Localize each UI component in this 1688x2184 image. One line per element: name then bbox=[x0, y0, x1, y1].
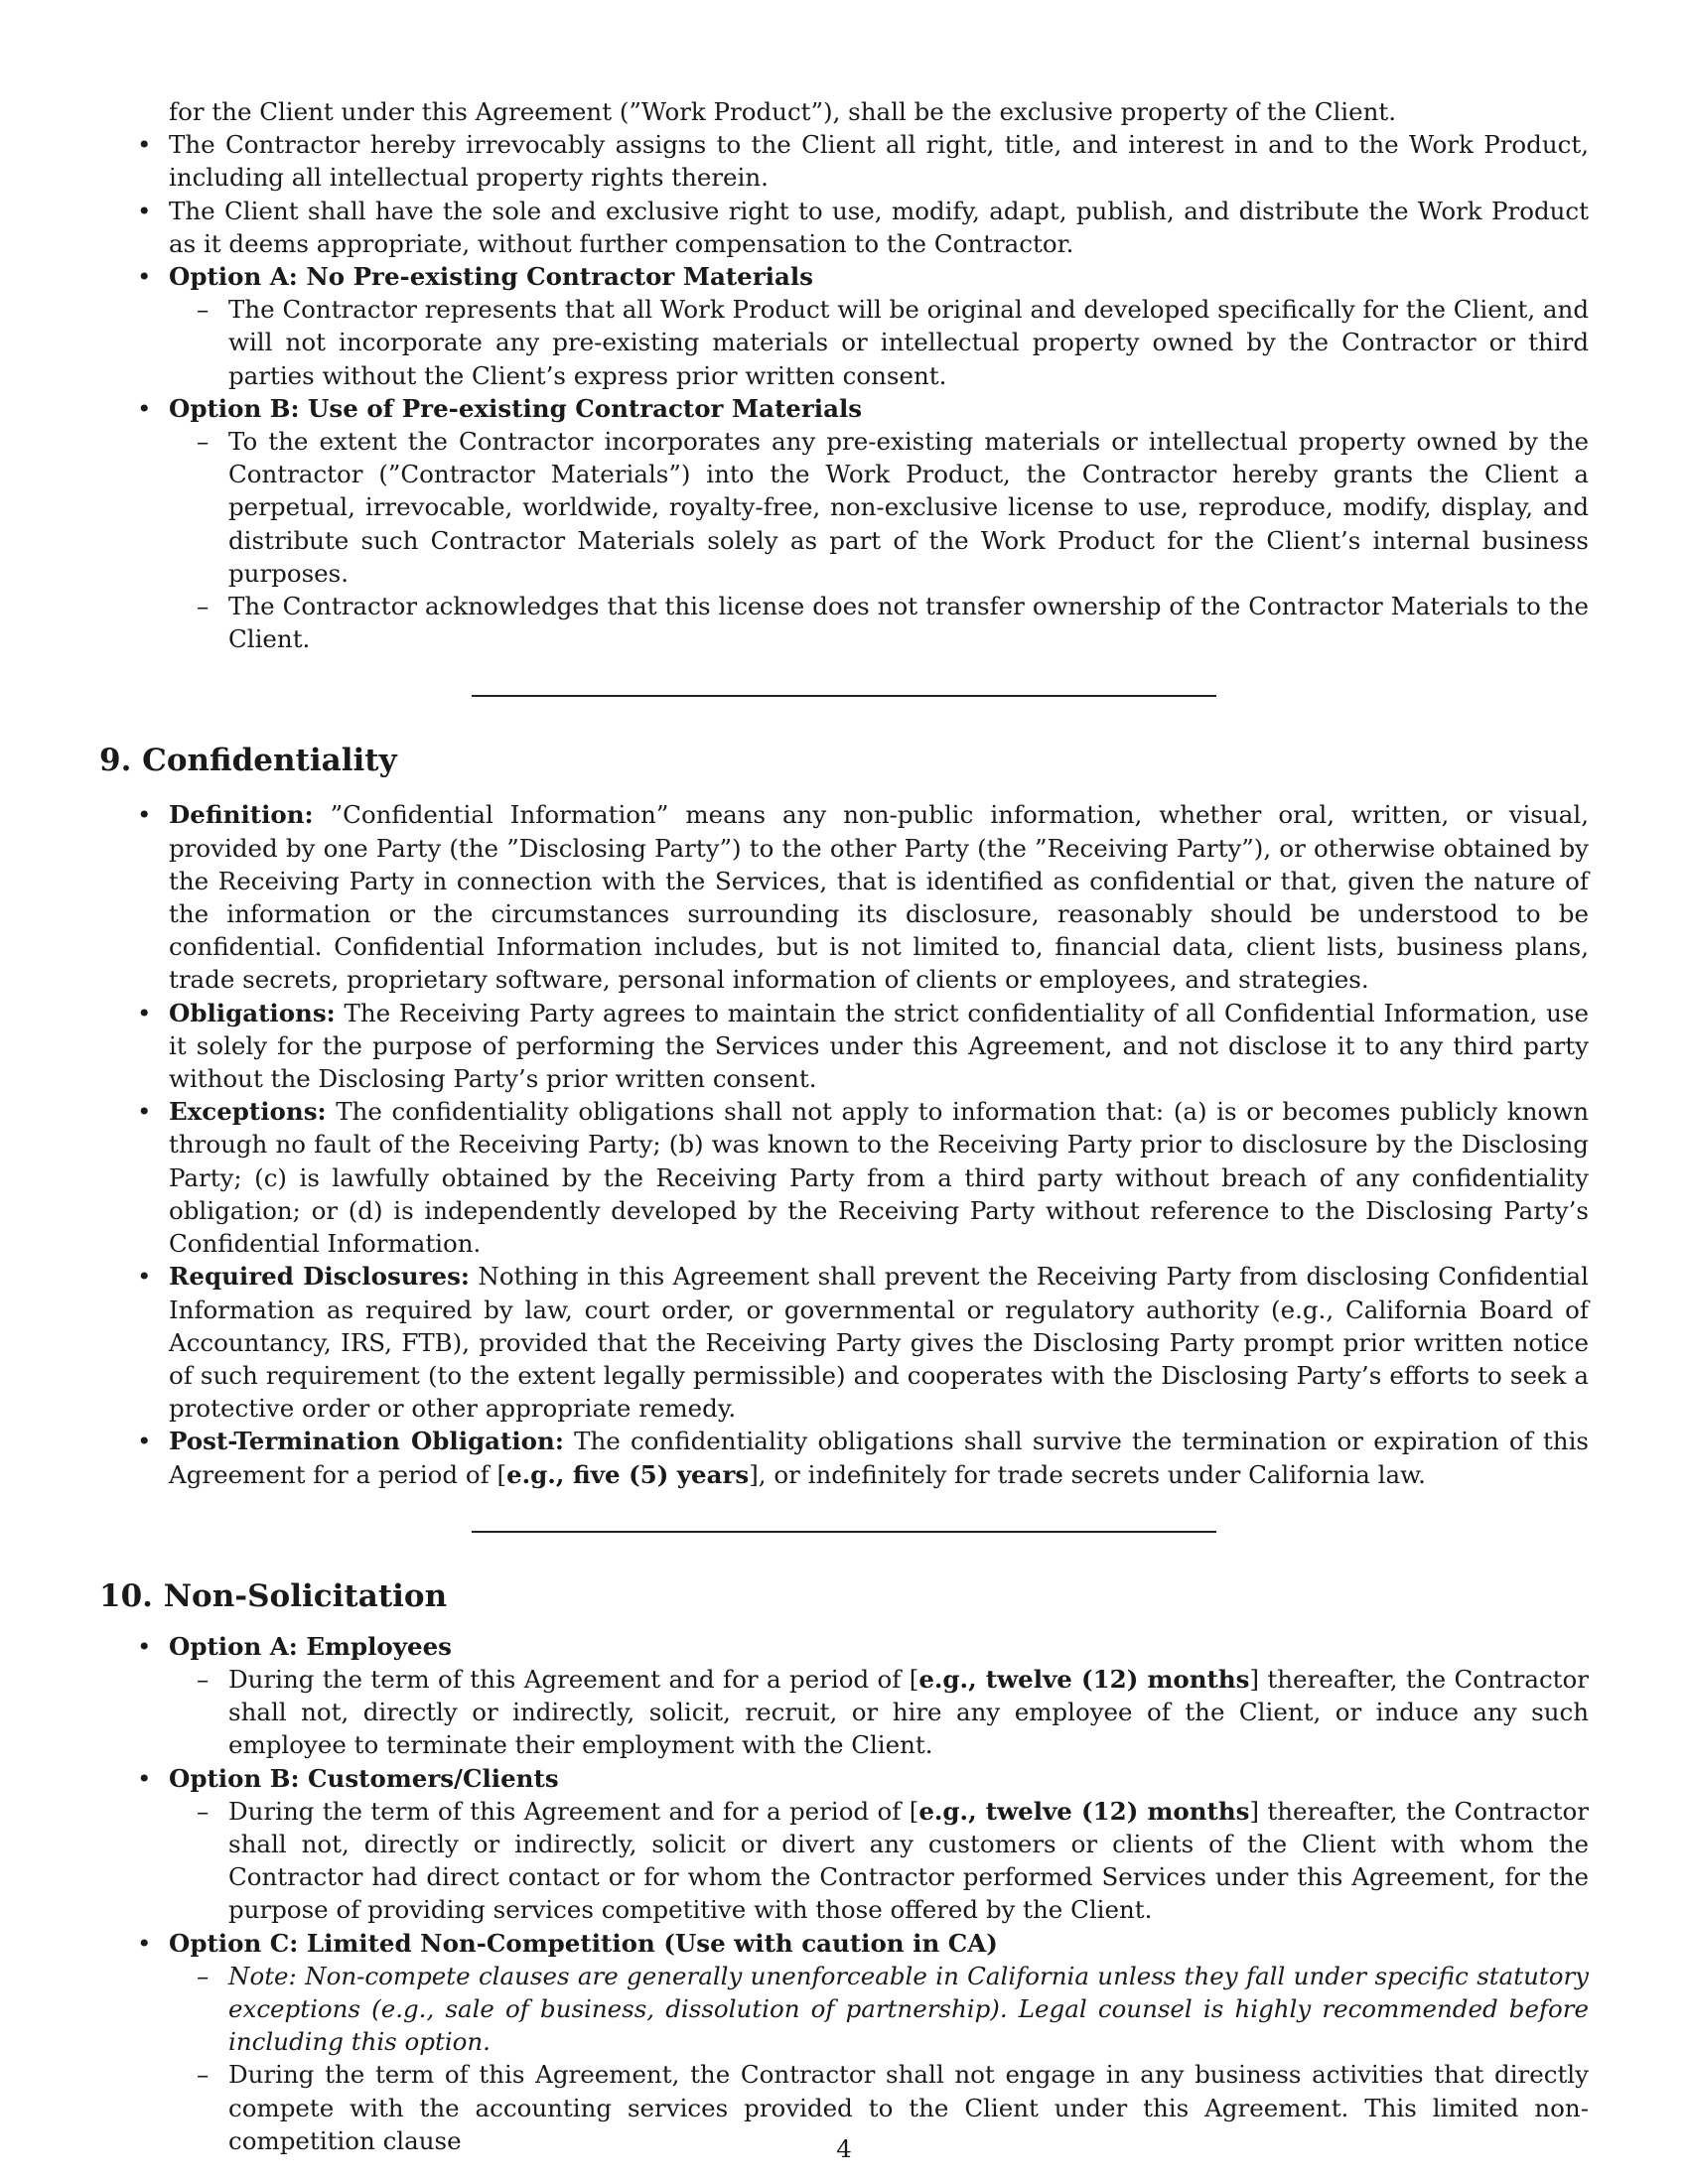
page-number: 4 bbox=[836, 2134, 852, 2163]
confidentiality-list bbox=[99, 798, 1589, 1490]
option-c-title: Option C: Limited Non-Competition (Use with caution in CA) bbox=[169, 1928, 998, 1958]
option-c-item bbox=[99, 1927, 1589, 2157]
option-b-item bbox=[99, 392, 1589, 656]
sub-list-item bbox=[169, 1795, 1589, 1927]
option-c-sublist bbox=[169, 1960, 1589, 2157]
list-item: • The Client shall have the sole and exclusive right to use, modify, adapt, publish, and distribute the Work Product as it deems appropriate, without further compensation to the Contractor. bbox=[99, 195, 1589, 260]
section-heading: 9. Confidentiality bbox=[99, 743, 397, 779]
item-label: Exceptions: bbox=[169, 1097, 327, 1127]
sub-list-item bbox=[169, 1663, 1589, 1762]
item-label: Obligations: bbox=[169, 998, 336, 1027]
section-divider bbox=[472, 695, 1216, 697]
item-text: During the term of this Agreement and for a period of [ bbox=[228, 1664, 919, 1694]
list-item bbox=[99, 1260, 1589, 1425]
item-text: ”Confidential Information” means any non-public information, whether oral, written, or visual, provided by one Party (the ”Disclosing Party”) to the other Party (the ”Receiving Party”), or otherwise obtained by the Receiving Party in connection with the Services, that is identified as confidential or that, given the nature of the information or the circumstances surrounding its disclosure, reasonably should be understood to be confidential. Confidential Information includes, but is not limited to, financial data, client lists, business plans, trade secrets, proprietary software, personal information of clients or employees, and strategies. bbox=[169, 800, 1589, 995]
item-text: The Receiving Party agrees to maintain the strict confidentiality of all Confidential Information, use it solely for the purpose of performing the Services under this Agreement, and not disclose it to any third party without the Disclosing Party’s prior written consent. bbox=[169, 998, 1589, 1094]
list-item bbox=[99, 997, 1589, 1096]
option-b-title: Option B: Use of Pre-existing Contractor Materials bbox=[169, 393, 863, 423]
list-item: • The Contractor hereby irrevocably assigns to the Client all right, title, and interest in and to the Work Product, including all intellectual property rights therein. bbox=[99, 128, 1589, 194]
work-product-list bbox=[99, 128, 1589, 655]
item-text: The confidentiality obligations shall survive the termination or expiration of this Agreement for a period of [ bbox=[169, 1427, 1589, 1489]
item-label: Post-Termination Obligation: bbox=[169, 1427, 564, 1456]
list-item bbox=[99, 1425, 1589, 1490]
document-page bbox=[99, 95, 1589, 2157]
item-text: During the term of this Agreement and for a period of [ bbox=[228, 1796, 919, 1826]
list-item bbox=[99, 798, 1589, 996]
caution-note: – Note: Non-compete clauses are generally unenforceable in California unless they fall under specific statutory exceptions (e.g., sale of business, dissolution of partnership). Legal counsel is highly recommended before including this option. bbox=[169, 1960, 1589, 2059]
section-heading: 10. Non-Solicitation bbox=[99, 1577, 448, 1614]
option-b-item bbox=[99, 1762, 1589, 1927]
item-text: ] thereafter, the Contractor shall not, directly or indirectly, solicit or divert any customers or clients of the Client with whom the Contractor had direct contact or for whom the Contractor performed Services under this Agreement, for the purpose of providing services competitive with those offered by the Client. bbox=[228, 1796, 1589, 1925]
non-solicitation-list bbox=[99, 1630, 1589, 2157]
list-item bbox=[99, 1095, 1589, 1260]
item-text: Nothing in this Agreement shall prevent the Receiving Party from disclosing Confidential Information as required by law, court order, or governmental or regulatory authority (e.g., California Board of Accountancy, IRS, FTB), provided that the Receiving Party gives the Disclosing Party prompt prior written notice of such requirement (to the extent legally permissible) and cooperates with the Disclosing Party’s efforts to seek a protective order or other appropriate remedy. bbox=[169, 1262, 1589, 1424]
item-label: Required Disclosures: bbox=[169, 1262, 470, 1292]
placeholder-term: e.g., five (5) years bbox=[506, 1459, 750, 1489]
section-10-non-solicitation bbox=[99, 1576, 1589, 2157]
section-divider bbox=[472, 1531, 1216, 1533]
option-b-title: Option B: Customers/Clients bbox=[169, 1763, 559, 1793]
item-text: ] thereafter, the Contractor shall not, directly or indirectly, solicit, recruit, or hire any employee of the Client, or induce any such employee to terminate their employment with the Client. bbox=[228, 1664, 1589, 1760]
option-a-item bbox=[99, 260, 1589, 392]
placeholder-term: e.g., twelve (12) months bbox=[918, 1796, 1250, 1826]
option-a-sublist bbox=[169, 293, 1589, 392]
sub-list-item: – During the term of this Agreement, the Contractor shall not engage in any business activities that directly compete with the accounting services provided to the Client under this Agreement. This limited non-competition clause bbox=[169, 2058, 1589, 2157]
sub-list-item: – The Contractor acknowledges that this license does not transfer ownership of the Contractor Materials to the Client. bbox=[169, 590, 1589, 655]
section-8-work-product-tail bbox=[99, 95, 1589, 655]
item-text: ], or indefinitely for trade secrets under California law. bbox=[749, 1459, 1426, 1489]
continuation-paragraph: for the Client under this Agreement (”Work Product”), shall be the exclusive property of the Client. bbox=[169, 97, 1397, 126]
option-a-title: Option A: Employees bbox=[169, 1631, 452, 1661]
placeholder-term: e.g., twelve (12) months bbox=[918, 1664, 1250, 1694]
option-a-sublist bbox=[169, 1663, 1589, 1762]
item-label: Definition: bbox=[169, 800, 314, 830]
option-b-sublist bbox=[169, 425, 1589, 655]
option-a-title: Option A: No Pre-existing Contractor Materials bbox=[169, 262, 813, 292]
sub-list-item: – The Contractor represents that all Work Product will be original and developed specifically for the Client, and will not incorporate any pre-existing materials or intellectual property owned by the Contractor or third parties without the Client’s express prior written consent. bbox=[169, 293, 1589, 392]
item-text: The confidentiality obligations shall not apply to information that: (a) is or becomes publicly known through no fault of the Receiving Party; (b) was known to the Receiving Party prior to disclosure by the Disclosing Party; (c) is lawfully obtained by the Receiving Party from a third party without breach of any confidentiality obligation; or (d) is independently developed by the Receiving Party without reference to the Disclosing Party’s Confidential Information. bbox=[169, 1097, 1589, 1259]
sub-list-item: – To the extent the Contractor incorporates any pre-existing materials or intellectual property owned by the Contractor (”Contractor Materials”) into the Work Product, the Contractor hereby grants the Client a perpetual, irrevocable, worldwide, royalty-free, non-exclusive license to use, reproduce, modify, display, and distribute such Contractor Materials solely as part of the Work Product for the Client’s internal business purposes. bbox=[169, 425, 1589, 590]
option-a-item bbox=[99, 1630, 1589, 1762]
option-b-sublist bbox=[169, 1795, 1589, 1927]
section-9-confidentiality bbox=[99, 741, 1589, 1490]
